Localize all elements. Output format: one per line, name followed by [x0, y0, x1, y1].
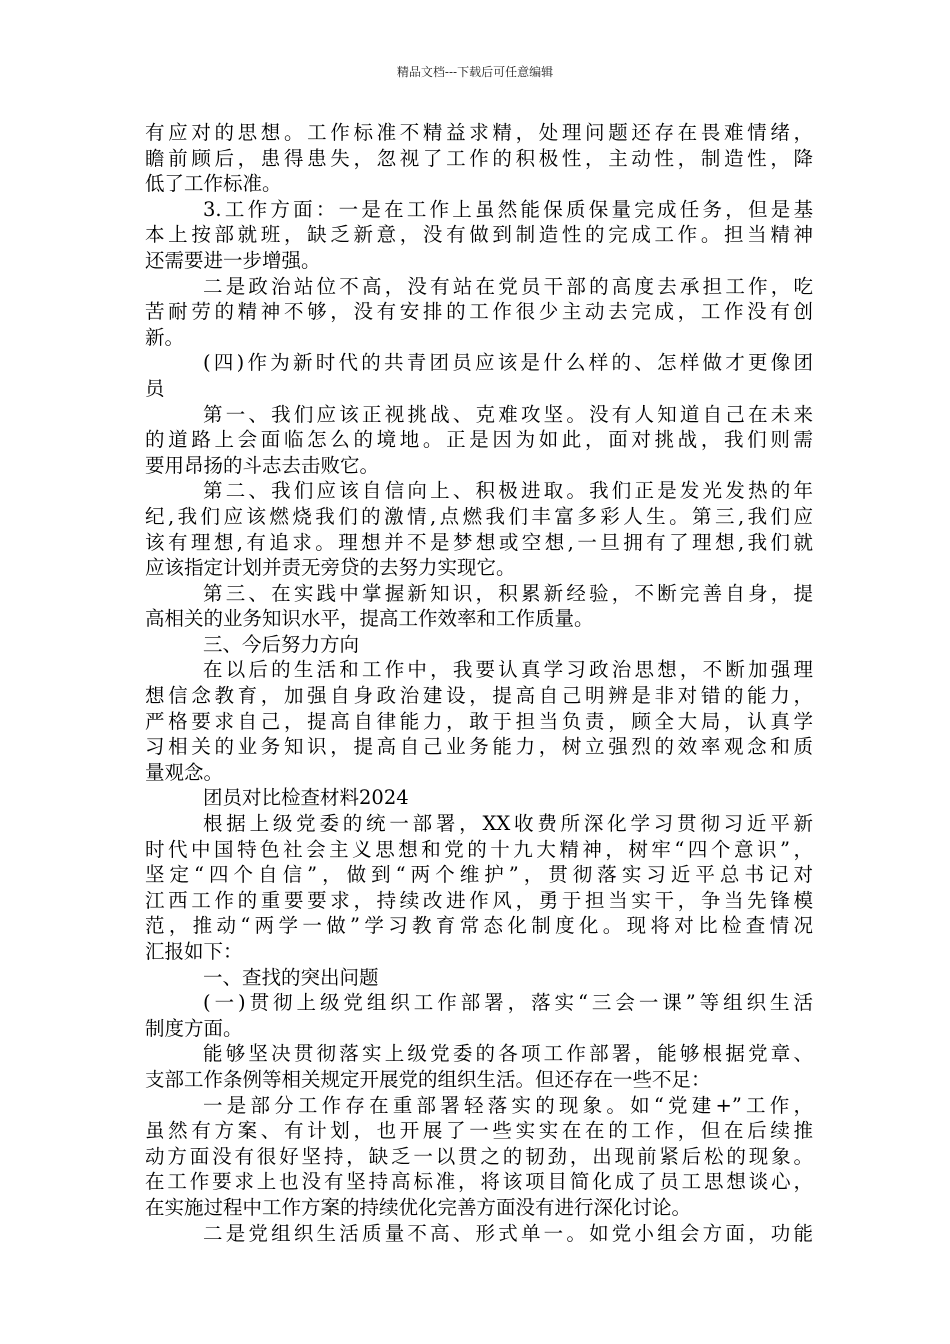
text-line: 二是政治站位不高，没有站在党员干部的高度去承担工作，吃	[203, 274, 813, 298]
text-line: 3.工作方面：一是在工作上虽然能保质保量完成任务，但是基	[203, 197, 813, 221]
text-line: 还需要进一步增强。	[145, 248, 321, 272]
text-line: 时代中国特色社会主义思想和党的十九大精神，树牢“四个意识”，	[145, 837, 813, 861]
text-line: 本上按部就班，缺乏新意，没有做到制造性的完成工作。担当精神	[145, 223, 813, 247]
text-line: 坚定“四个自信”，做到“两个维护”，贯彻落实习近平总书记对	[145, 863, 813, 887]
text-line: 的道路上会面临怎么的境地。正是因为如此，面对挑战，我们则需	[145, 428, 813, 452]
text-line: 制度方面。	[145, 1016, 243, 1040]
text-line: 习相关的业务知识，提高自己业务能力，树立强烈的效率观念和质	[145, 735, 813, 759]
text-line: 在实施过程中工作方案的持续优化完善方面没有进行深化讨论。	[145, 1195, 692, 1219]
text-line: 应该指定计划并责无旁贷的去努力实现它。	[145, 556, 516, 580]
text-line: 高相关的业务知识水平，提高工作效率和工作质量。	[145, 607, 594, 631]
text-line: 在工作要求上也没有坚持高标准，将该项目简化成了员工思想谈心，	[145, 1170, 813, 1194]
text-line: 三、今后努力方向	[203, 632, 360, 656]
text-line: 新。	[145, 325, 185, 349]
document-body	[145, 120, 813, 1246]
text-line: 一、查找的突出问题	[203, 965, 379, 989]
text-line: 员	[145, 376, 165, 400]
page-header: 精品文档---下载后可任意编辑	[396, 65, 554, 79]
text-line: 低了工作标准。	[145, 172, 282, 196]
text-line: (四)作为新时代的共青团员应该是什么样的、怎样做才更像团	[203, 351, 813, 375]
text-line: 江西工作的重要要求，持续改进作风，勇于担当实干，争当先锋模	[145, 888, 813, 912]
text-line: (一)贯彻上级党组织工作部署，落实“三会一课”等组织生活	[203, 991, 813, 1015]
text-line: 范，推动“两学一做”学习教育常态化制度化。现将对比检查情况	[145, 914, 813, 938]
text-line: 二是党组织生活质量不高、形式单一。如党小组会方面，功能	[203, 1221, 813, 1245]
text-line: 第一、我们应该正视挑战、克难攻坚。没有人知道自己在未来	[203, 402, 813, 426]
text-line: 虽然有方案、有计划，也开展了一些实实在在的工作，但在后续推	[145, 1119, 813, 1143]
text-line: 在以后的生活和工作中，我要认真学习政治思想，不断加强理	[203, 658, 813, 682]
text-line: 苦耐劳的精神不够，没有安排的工作很少主动去完成，工作没有创	[145, 300, 813, 324]
text-line: 量观念。	[145, 760, 224, 784]
text-line: 纪,我们应该燃烧我们的激情,点燃我们丰富多彩人生。第三,我们应	[145, 504, 813, 528]
text-line: 要用昂扬的斗志去击败它。	[145, 453, 380, 477]
text-line: 想信念教育，加强自身政治建设，提高自己明辨是非对错的能力，	[145, 684, 813, 708]
text-line: 一是部分工作存在重部署轻落实的现象。如“党建+”工作，	[203, 1093, 813, 1117]
text-line: 第三、在实践中掌握新知识，积累新经验，不断完善自身，提	[203, 581, 813, 605]
text-line: 严格要求自己，提高自律能力，敢于担当负责，顾全大局，认真学	[145, 709, 813, 733]
text-line: 瞻前顾后，患得患失，忽视了工作的积极性，主动性，制造性，降	[145, 146, 813, 170]
text-line: 该有理想,有追求。理想并不是梦想或空想,一旦拥有了理想,我们就	[145, 530, 813, 554]
text-line: 团员对比检查材料2024	[203, 786, 409, 810]
text-line: 支部工作条例等相关规定开展党的组织生活。但还存在一些不足：	[145, 1067, 711, 1091]
text-line: 第二、我们应该自信向上、积极进取。我们正是发光发热的年	[203, 479, 813, 503]
text-line: 有应对的思想。工作标准不精益求精，处理问题还存在畏难情绪，	[145, 121, 813, 144]
text-line: 汇报如下：	[145, 940, 243, 963]
text-line: 能够坚决贯彻落实上级党委的各项工作部署，能够根据党章、	[203, 1042, 813, 1066]
text-line: 根据上级党委的统一部署，XX收费所深化学习贯彻习近平新	[203, 812, 813, 836]
text-line: 动方面没有很好坚持，缺乏一以贯之的韧劲，出现前紧后松的现象。	[145, 1144, 813, 1168]
